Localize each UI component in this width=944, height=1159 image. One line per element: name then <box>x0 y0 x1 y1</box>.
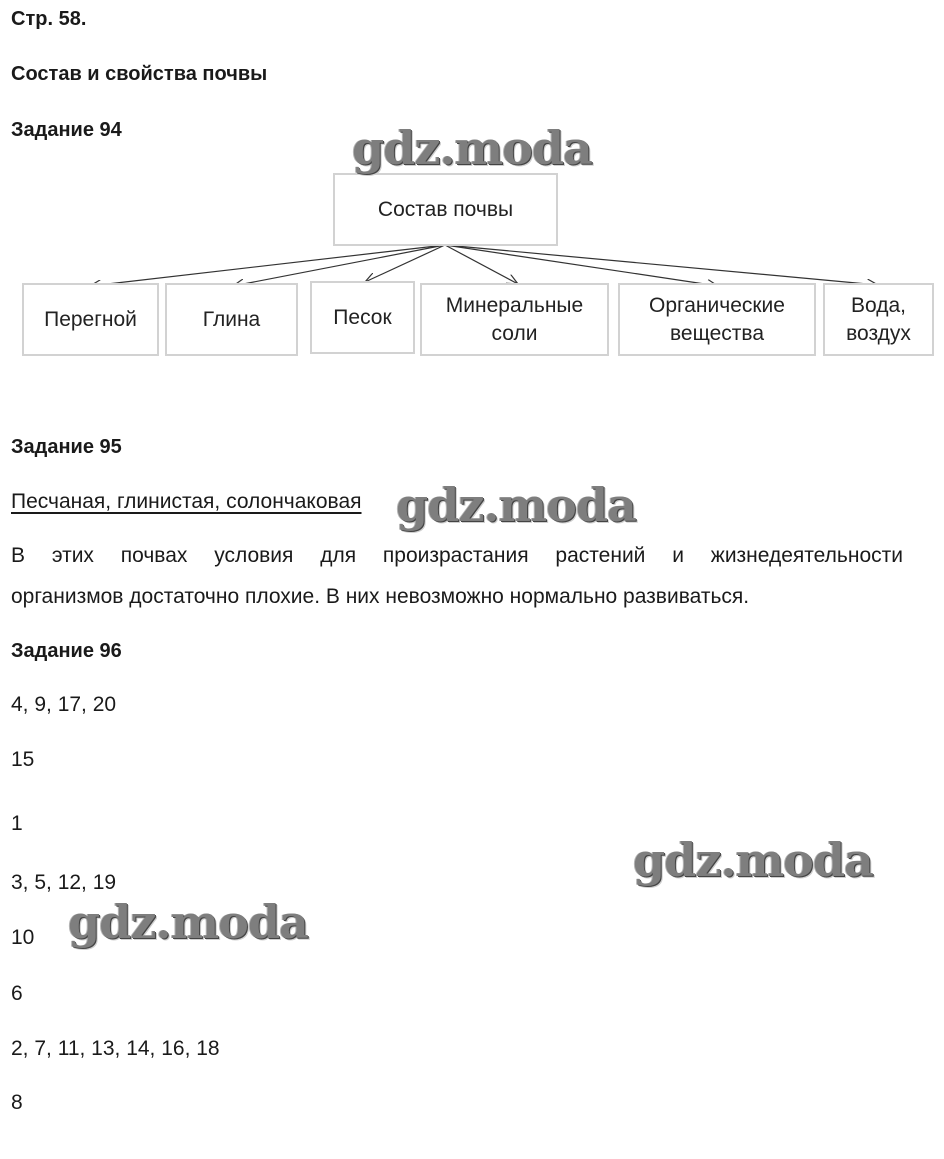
diagram-child-box <box>310 281 415 354</box>
arrow-to-child-3 <box>365 245 445 282</box>
diagram-root-label: Состав почвы <box>377 197 514 221</box>
watermark-logo: gdz.moda <box>633 833 873 887</box>
watermark-logo: gdz.moda <box>352 121 592 175</box>
page-reference: Стр. 58. <box>11 8 87 30</box>
diagram-child-box <box>165 283 298 356</box>
task-96-heading: Задание 96 <box>11 640 122 662</box>
watermark-logo: gdz.moda <box>68 895 308 949</box>
diagram-child-label: Вода, воздух <box>846 293 911 345</box>
diagram-child-box <box>420 283 609 356</box>
arrow-to-child-6 <box>445 245 878 285</box>
task-96-answer: 4, 9, 17, 20 <box>11 693 117 716</box>
task-95-paragraph-line-2: организмов достаточно плохие. В них невозможно нормально развиваться. <box>11 585 750 608</box>
diagram-child-label: Минеральные соли <box>445 293 584 345</box>
diagram-child-box <box>823 283 934 356</box>
task-96-answer: 6 <box>11 982 23 1005</box>
diagram-child-box <box>22 283 159 356</box>
task-96-answer: 1 <box>11 812 23 835</box>
diagram-child-label: Перегной <box>44 307 137 331</box>
task-96-answer: 8 <box>11 1091 23 1114</box>
diagram-child-label: Глина <box>202 307 261 331</box>
arrow-to-child-5 <box>445 245 718 286</box>
task-96-answer: 3, 5, 12, 19 <box>11 871 117 894</box>
task-96-answer: 10 <box>11 926 35 949</box>
task-95-underlined-answer: Песчаная, глинистая, солончаковая <box>11 490 362 513</box>
task-96-answer: 2, 7, 11, 13, 14, 16, 18 <box>11 1037 220 1060</box>
section-title: Состав и свойства почвы <box>11 63 268 85</box>
diagram-child-label: Органические вещества <box>649 293 785 345</box>
watermark-logo: gdz.moda <box>396 478 636 532</box>
task-96-answer: 15 <box>11 748 35 771</box>
diagram-child-box <box>618 283 816 356</box>
task-94-heading: Задание 94 <box>11 119 122 141</box>
task-95-paragraph-line-1: В этих почвах условия для произрастания растений и жизнедеятельности <box>11 544 903 567</box>
diagram-child-label: Песок <box>333 305 392 329</box>
diagram-root-box <box>333 173 558 246</box>
task-95-heading: Задание 95 <box>11 436 122 458</box>
